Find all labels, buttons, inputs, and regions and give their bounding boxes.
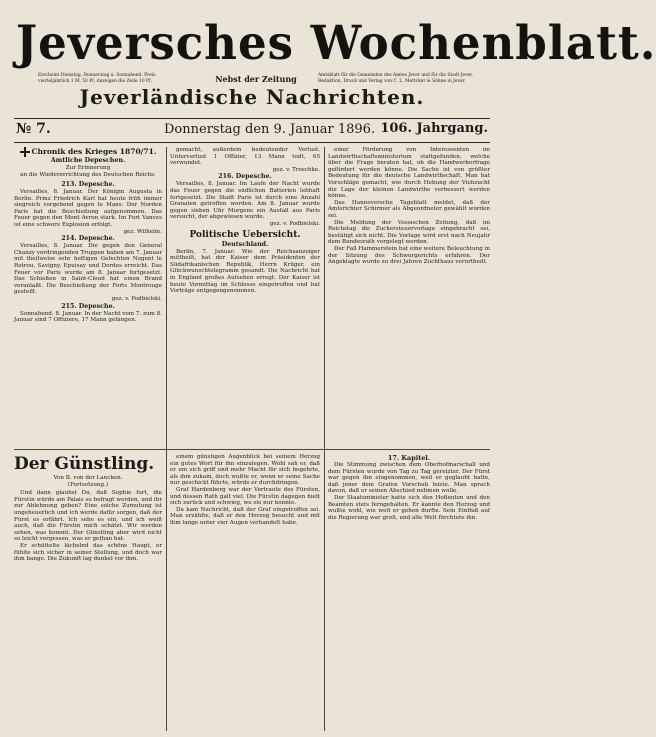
column-c-text-4: Der Fall Hammerstein hat eine weitere Beleuchtung in der Sitzung des Schwurgerichts erfahren. Der Angeklagte wurde zu drei Jahren Zuchthaus verurtheilt.: [328, 245, 490, 266]
newspaper-page: [6, 6, 656, 731]
novel-text-c2: Der Staatsminister hatte sich den Hofleuten und den Beamten stets ferngehalten. Er kannte den Herzog und wußte wohl, wie weit er gehen durfte. Sein Einfluß auf die Regierung war groß, und alle Welt fürchtete ihn.: [328, 494, 490, 521]
column-divider: [166, 147, 167, 731]
issue-date: Donnerstag den 9. Januar 1896.: [164, 122, 376, 137]
dispatch-215-text: Sonnabend, 8. Januar. In der Nacht vom 7. zum 8. Januar sind 7 Offiziere, 17 Mann gefangen.: [14, 310, 162, 324]
memory-heading: Zur Erinnerung: [65, 165, 111, 171]
column-c-text-2: Das Hannoversche Tageblatt meldet, daß der Amtsrichter Schirmer als Abgeordneter gewählt worden sei.: [328, 199, 490, 219]
column-c: [328, 147, 490, 447]
novel-column-b: [170, 454, 320, 731]
germany-subheading: Deutschland.: [221, 240, 269, 248]
top-rule: [14, 118, 490, 119]
column-b-top-signature: gez. v. Troschke.: [272, 166, 320, 173]
dispatch-214-text: Versailles, 8. Januar. Die gegen den General Chanzy vordringenden Truppen haben am 7. Januar mit theilweise sehr heftigen Gefechten Nogent le Rotrou, Savigny, Epuisay und Dordes erreicht. Das Feuer vor Paris wurde am 8. Januar fortgesetzt. Das Schießen in Saint-Cloud hat einen Brand veranlaßt. Die Beschießung der Forts Montrouge gestellt.: [14, 243, 162, 296]
iron-cross-icon: [20, 147, 30, 157]
novel-text-a2: Er schüttelte lächelnd das schöne Haupt, er fühlte sich sicher in seiner Stellung, und doch war ihm bange. Die Zukunft lag dunkel vor ihm.: [14, 542, 162, 563]
issue-number: № 7.: [16, 121, 51, 137]
section-divider: [14, 449, 490, 450]
novel-title: Der Günstling.: [14, 454, 155, 474]
dateline: [14, 120, 490, 140]
memory-subheading: an die Wiedererrichtung des Deutschen Reichs.: [20, 172, 156, 178]
novel-text-c1: Die Stimmung zwischen dem Oberhofmarschall und dem Fürsten wurde von Tag zu Tag gereizter. Der Fürst war gegen ihn eingenommen, weil er geglaubt hatte, daß jener dem Grafen Vorschub leiste. Man sprach davon, daß er seinen Abschied nehmen wolle.: [328, 462, 490, 495]
column-divider: [324, 147, 325, 731]
official-heading: Amtliche Depeschen.: [50, 157, 126, 164]
column-c-text-3: Die Meldung der Vossischen Zeitung, daß im Reichstag die Zuckersteuervorlage eingebracht sei, bestätigt sich nicht. Die Vorlage wird erst nach Neujahr dem Bundesrath vorgelegt werden.: [328, 219, 490, 246]
dispatch-216-text: Versailles, 8. Januar. Im Laufe der Nacht wurde das Feuer gegen die südlichen Batterien lebhaft fortgesetzt. Die Stadt Paris ist durch eine Anzahl Granaten getroffen worden. Am 8. Januar wurde gegen sieben Uhr Morgens ein Ausfall aus Paris versucht, der abgewiesen wurde.: [170, 181, 320, 221]
novel-text-b1: einem günstigen Augenblick bei seinem Herzog ein gutes Wort für ihn einzulegen. Wohl sah er, daß er um sich griff und mehr Macht für sich begehrte, als ihm zukam, doch wußte er, wenn er seine Sache nur geschickt führte, würde er durchdringen.: [170, 454, 320, 487]
politics-heading: Politische Uebersicht.: [189, 229, 301, 240]
novel-column-c: [328, 454, 490, 731]
dispatch-214-heading: 214. Depesche.: [61, 235, 115, 243]
novel-text-b2: Graf Hardenberg war der Vertraute des Fürsten, und dessen Rath galt viel. Die Fürstin dagegen hielt sich zurück und schwieg, wo sie nur konnte.: [170, 486, 320, 507]
column-b: [170, 147, 320, 447]
dispatch-215-heading: 215. Depesche.: [61, 302, 115, 310]
publication-info-center: Nebst der Zeitung: [215, 74, 297, 84]
dispatch-213-heading: 213. Depesche.: [61, 181, 115, 188]
dispatch-216-signature: gez. v. Podbielski.: [269, 220, 320, 227]
novel-text-a1: Und dann glaubst Du, daß Sophie fort, die Fürstin würde am Palais so befragt werden, und ihr zur Ablehnung geben? Eine solche Zumutung ist ungeheuerlich und ich werde dafür sorgen, daß der Fürst es erfährt. Ich sehe es ein, und ich weiß auch, daß die Fürstin mich schätzt. Wir werden sehen, was kommt. Der Günstling aber wird nicht so leicht vergessen, was er gethan hat.: [14, 490, 162, 543]
chapter-heading: 17. Kapitel.: [387, 454, 431, 462]
column-b-top-text: gemacht, außerdem bedeutender Verlust. Unterverlust 1 Offizier, 13 Mann todt, 65 verwundet.: [170, 147, 320, 167]
dispatch-213-text: Versailles, 8. Januar. Der Königin Augusta in Berlin. Prinz Friedrich Karl hat heute früh immer siegreich vorgehend gegen le Mans. Der Norden Paris hat die Beschießung aufgenommen. Das Feuer gegen den Mont Avron stark. Im Fort Vanves ist eine schwere Explosion erfolgt.: [14, 189, 162, 228]
bottom-rule: [14, 142, 490, 143]
issue-year: 106. Jahrgang.: [380, 121, 488, 136]
column-c-text-1: einer Förderung von Interessenten im Landwirthschaftsministerium stattgefunden, welche über die Frage beraten hat, ob die Handwerkerfrage gefördert werden könne. Die Sache ist von größter Bedeutung für die deutsche Landwirthschaft. Man hat Vorschläge gemacht, wie durch Hebung der Viehzucht die Lage der kleinen Landwirthe verbessert werden könne.: [328, 147, 490, 200]
publication-info-right: Amtsblatt für die Gemeinden des Amtes Jever und für die Stadt Jever. Redaktion, Druck und Verlag von C. L. Mettcker & Söhne in Jever.: [318, 73, 474, 84]
politics-text: Berlin, 7. Januar. Wie der Reichsanzeiger mittheilt, hat der Kaiser dem Präsidenten der Südafrikanischen Republik, Herrn Krüger, ein Glückwunschtelegramm gesandt. Die Nachricht hat in England großes Aufsehen erregt. Der Kaiser ist heute Vormittag im Schlosse eingetroffen und hat Vorträge entgegengenommen.: [170, 248, 320, 295]
publication-info-left: Erscheint Dienstag, Donnerstag u. Sonnabend. Preis vierteljährlich 1 M. 50 Pf. Anzeigen die Zeile 10 Pf.: [38, 73, 156, 84]
chronicle-heading: Chronik des Krieges 1870/71.: [14, 147, 162, 157]
novel-text-b3: Da kam Nachricht, daß der Graf eingetroffen sei. Man erzählte, daß er den Herzog besucht und mit ihm lange unter vier Augen verhandelt habe.: [170, 506, 320, 526]
masthead-title: Jeversches Wochenblatt.: [15, 16, 656, 71]
dispatch-214-signature: gez. v. Podbielski.: [111, 295, 162, 302]
novel-continuation: (Fortsetzung.): [67, 481, 109, 488]
dispatch-213-signature: gez. Wilhelm.: [123, 228, 162, 235]
subtitle: Jeverländische Nachrichten.: [79, 85, 425, 109]
masthead: [6, 6, 656, 94]
novel-author: Von B. von der Lancken.: [53, 475, 123, 481]
novel-column-a: [14, 454, 162, 731]
dispatch-216-heading: 216. Depesche.: [218, 173, 272, 181]
column-a: [14, 147, 162, 447]
